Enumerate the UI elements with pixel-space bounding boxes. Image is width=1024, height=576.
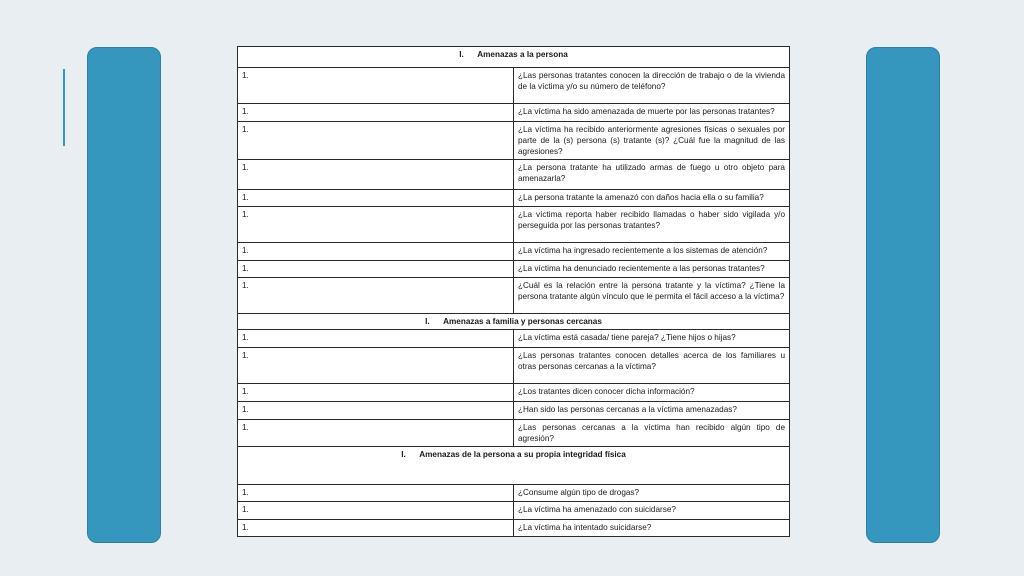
question-number: 1. — [238, 384, 514, 402]
question-text: ¿La persona tratante ha utilizado armas de fuego u otro objeto para amenazarla? — [514, 160, 790, 190]
question-number: 1. — [238, 348, 514, 384]
right-decorative-panel — [866, 47, 940, 543]
question-row — [238, 190, 790, 207]
question-text: ¿Consume algún tipo de drogas? — [514, 485, 790, 502]
question-row — [238, 122, 790, 160]
accent-line — [63, 69, 65, 146]
question-number: 1. — [238, 104, 514, 122]
question-row — [238, 420, 790, 447]
section-heading: Amenazas a la persona — [477, 50, 568, 59]
question-row — [238, 348, 790, 384]
section-header-cell — [238, 447, 790, 485]
risk-questionnaire-table — [237, 46, 790, 537]
question-text: ¿La víctima ha sido amenazada de muerte por las personas tratantes? — [514, 104, 790, 122]
question-number: 1. — [238, 278, 514, 314]
section-header-row — [238, 314, 790, 330]
question-row — [238, 104, 790, 122]
question-row — [238, 402, 790, 420]
question-number: 1. — [238, 402, 514, 420]
section-numeral: I. — [401, 450, 406, 459]
question-text: ¿Las personas cercanas a la víctima han recibido algún tipo de agresión? — [514, 420, 790, 447]
question-row — [238, 243, 790, 261]
section-header-row — [238, 447, 790, 485]
question-number: 1. — [238, 122, 514, 160]
question-text: ¿La víctima ha denunciado recientemente a las personas tratantes? — [514, 261, 790, 278]
section-heading: Amenazas de la persona a su propia integridad física — [419, 450, 626, 459]
left-decorative-panel — [87, 47, 161, 543]
question-row — [238, 502, 790, 520]
section-heading: Amenazas a familia y personas cercanas — [443, 317, 602, 326]
question-number: 1. — [238, 520, 514, 537]
question-text: ¿La víctima ha recibido anteriormente agresiones físicas o sexuales por parte de la (s) persona (s) tratante (s)? ¿Cuál fue la magnitud de las agresiones? — [514, 122, 790, 160]
question-text: ¿La víctima está casada/ tiene pareja? ¿Tiene hijos o hijas? — [514, 330, 790, 348]
question-number: 1. — [238, 68, 514, 104]
question-number: 1. — [238, 502, 514, 520]
question-row — [238, 68, 790, 104]
section-numeral: I. — [459, 50, 464, 59]
question-text: ¿La víctima ha intentado suicidarse? — [514, 520, 790, 537]
question-row — [238, 160, 790, 190]
section-header-cell — [238, 314, 790, 330]
question-text: ¿La víctima ha ingresado recientemente a los sistemas de atención? — [514, 243, 790, 261]
question-text: ¿La víctima ha amenazado con suicidarse? — [514, 502, 790, 520]
question-number: 1. — [238, 261, 514, 278]
question-row — [238, 261, 790, 278]
question-number: 1. — [238, 190, 514, 207]
question-text: ¿Las personas tratantes conocen detalles acerca de los familiares u otras personas cercanas a la víctima? — [514, 348, 790, 384]
question-text: ¿Cuál es la relación entre la persona tratante y la víctima? ¿Tiene la persona tratante algún vínculo que le permita el fácil acceso a la víctima? — [514, 278, 790, 314]
question-text: ¿La víctima reporta haber recibido llamadas o haber sido vigilada y/o perseguida por las personas tratantes? — [514, 207, 790, 243]
question-text: ¿Han sido las personas cercanas a la víctima amenazadas? — [514, 402, 790, 420]
question-number: 1. — [238, 243, 514, 261]
question-row — [238, 520, 790, 537]
question-text: ¿La persona tratante la amenazó con daños hacia ella o su familia? — [514, 190, 790, 207]
question-text: ¿Los tratantes dicen conocer dicha información? — [514, 384, 790, 402]
question-row — [238, 384, 790, 402]
question-number: 1. — [238, 420, 514, 447]
question-text: ¿Las personas tratantes conocen la dirección de trabajo o de la vivienda de la víctima y/o su número de teléfono? — [514, 68, 790, 104]
section-header-row — [238, 47, 790, 68]
question-number: 1. — [238, 330, 514, 348]
question-row — [238, 485, 790, 502]
question-row — [238, 207, 790, 243]
question-number: 1. — [238, 485, 514, 502]
section-header-cell — [238, 47, 790, 68]
question-number: 1. — [238, 160, 514, 190]
section-numeral: I. — [425, 317, 430, 326]
question-row — [238, 330, 790, 348]
question-row — [238, 278, 790, 314]
question-number: 1. — [238, 207, 514, 243]
